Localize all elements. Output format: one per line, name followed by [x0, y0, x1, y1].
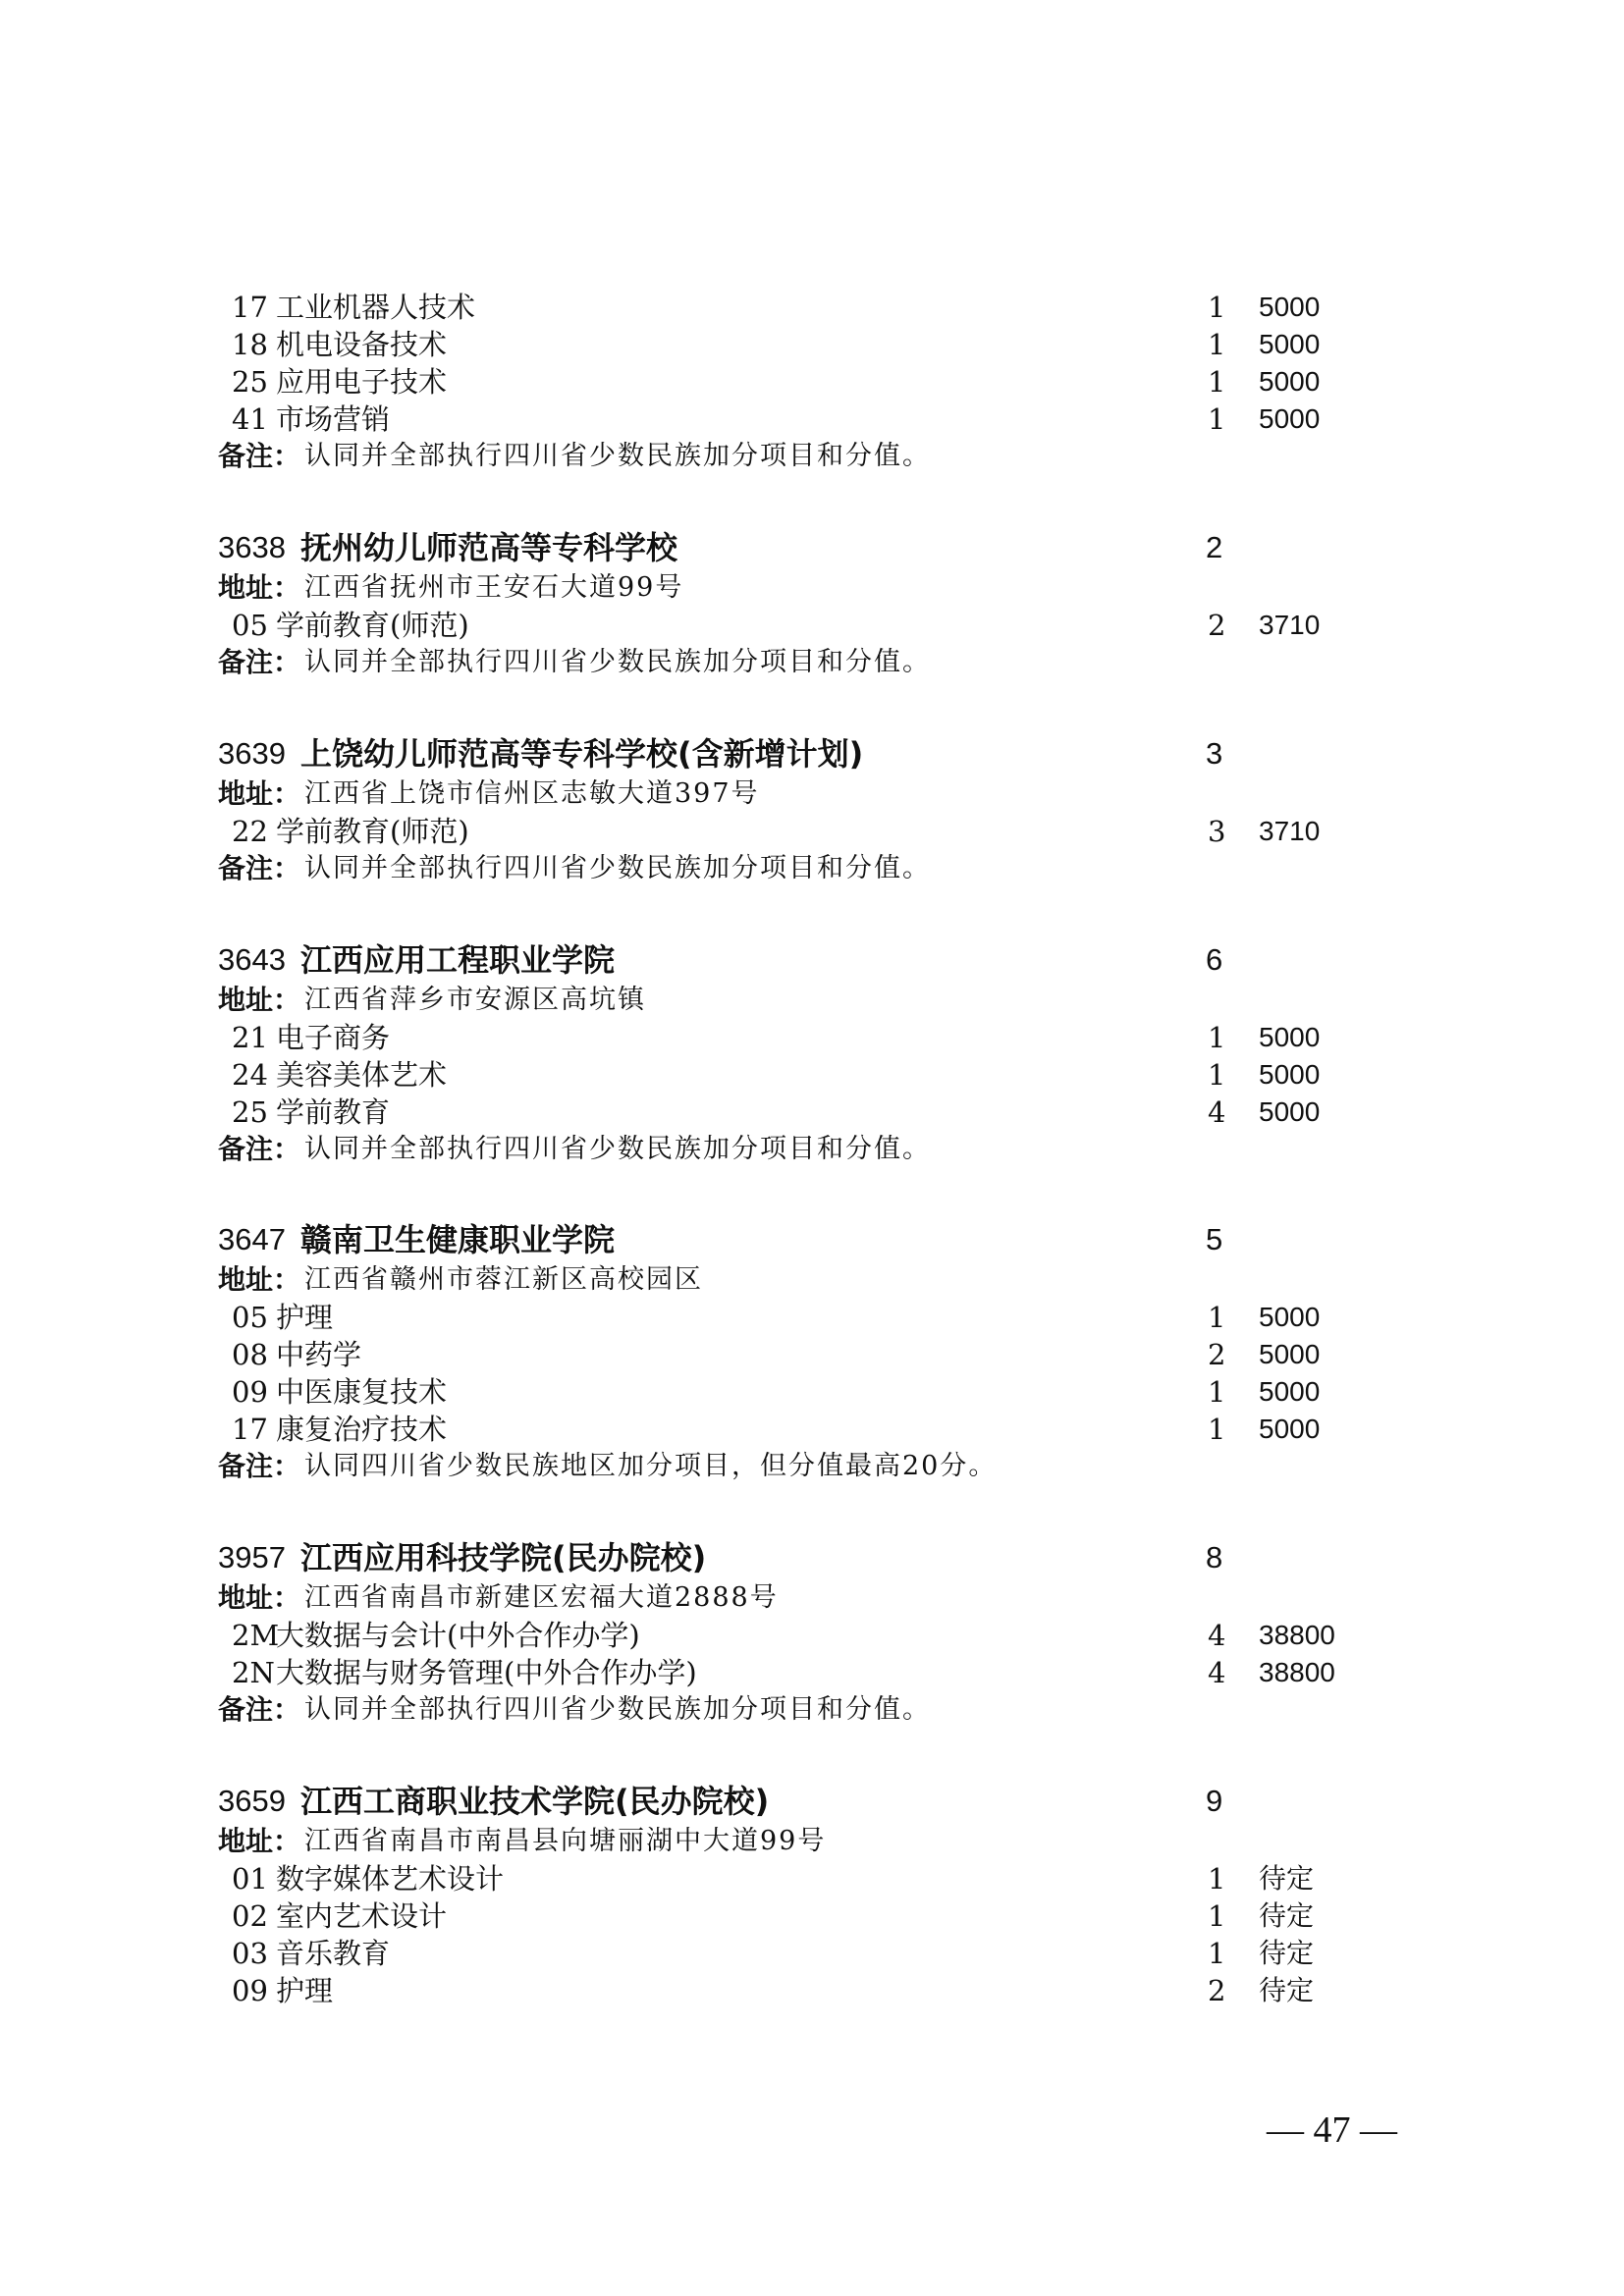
note-label: 备注： — [218, 440, 301, 472]
major-count: 3 — [1208, 815, 1226, 848]
school-name: 江西工商职业技术学院(民办院校) — [300, 1783, 770, 1820]
major-row — [0, 363, 1624, 400]
major-row — [0, 1411, 1624, 1448]
major-name: 美容美体艺术 — [276, 1058, 448, 1092]
note-text: 认同并全部执行四川省少数民族加分项目和分值。 — [304, 647, 931, 677]
address-row — [0, 1823, 1624, 1860]
major-count: 1 — [1208, 1899, 1226, 1933]
major-fee: 5000 — [1259, 1022, 1321, 1052]
major-code: 2N — [232, 1656, 275, 1689]
major-code: 17 — [232, 291, 268, 324]
address-text: 江西省赣州市蓉江新区高校园区 — [304, 1264, 703, 1295]
major-row — [0, 289, 1624, 326]
major-fee: 5000 — [1259, 1302, 1321, 1332]
major-row — [0, 1299, 1624, 1336]
major-count: 1 — [1208, 402, 1226, 436]
major-row — [0, 1373, 1624, 1411]
school-total: 2 — [1206, 530, 1223, 564]
school-total: 5 — [1206, 1222, 1223, 1256]
major-name: 大数据与财务管理(中外合作办学) — [276, 1656, 697, 1689]
note-row — [0, 850, 1624, 887]
note-row — [0, 438, 1624, 475]
note-label: 备注： — [218, 852, 301, 884]
major-name: 护理 — [276, 1974, 334, 2007]
major-row — [0, 1654, 1624, 1691]
school-total: 6 — [1206, 942, 1223, 977]
address-text: 江西省上饶市信州区志敏大道397号 — [304, 778, 760, 809]
address-text: 江西省抚州市王安石大道99号 — [304, 572, 684, 603]
major-code: 05 — [232, 1301, 268, 1334]
major-fee: 38800 — [1259, 1657, 1335, 1687]
page-number: — 47 — — [1267, 2109, 1397, 2151]
note-label: 备注： — [218, 646, 301, 678]
note-row — [0, 1691, 1624, 1729]
school-name: 上饶幼儿师范高等专科学校(含新增计划) — [300, 735, 864, 773]
major-name: 中药学 — [276, 1338, 362, 1371]
address-row — [0, 569, 1624, 607]
address-row — [0, 1261, 1624, 1299]
major-row — [0, 1019, 1624, 1056]
major-code: 08 — [232, 1338, 268, 1371]
note-text: 认同并全部执行四川省少数民族加分项目和分值。 — [304, 1694, 931, 1725]
major-row — [0, 1094, 1624, 1131]
major-fee: 3710 — [1259, 816, 1321, 846]
address-text: 江西省萍乡市安源区高坑镇 — [304, 985, 646, 1015]
school-code: 3957 — [218, 1540, 286, 1575]
major-code: 25 — [232, 1095, 268, 1129]
major-code: 2M — [232, 1619, 280, 1652]
major-count: 1 — [1208, 1937, 1226, 1970]
major-count: 1 — [1208, 365, 1226, 399]
major-fee: 待定 — [1259, 1900, 1315, 1931]
major-code: 05 — [232, 609, 268, 642]
school-code: 3638 — [218, 530, 286, 564]
school-total: 3 — [1206, 736, 1223, 771]
major-row — [0, 1617, 1624, 1654]
major-name: 康复治疗技术 — [276, 1413, 448, 1446]
address-label: 地址： — [218, 1825, 301, 1857]
major-name: 市场营销 — [276, 402, 391, 436]
major-count: 1 — [1208, 1301, 1226, 1334]
major-code: 25 — [232, 365, 268, 399]
major-row — [0, 1972, 1624, 2009]
address-row — [0, 775, 1624, 813]
major-count: 1 — [1208, 291, 1226, 324]
major-row — [0, 1336, 1624, 1373]
major-fee: 待定 — [1259, 1975, 1315, 2005]
major-name: 机电设备技术 — [276, 328, 448, 361]
major-count: 4 — [1208, 1095, 1226, 1129]
note-text: 认同并全部执行四川省少数民族加分项目和分值。 — [304, 441, 931, 471]
major-name: 大数据与会计(中外合作办学) — [276, 1619, 640, 1652]
major-fee: 待定 — [1259, 1863, 1315, 1894]
major-name: 学前教育(师范) — [276, 609, 469, 642]
major-count: 1 — [1208, 1021, 1226, 1054]
major-fee: 5000 — [1259, 329, 1321, 359]
note-text: 认同并全部执行四川省少数民族加分项目和分值。 — [304, 1134, 931, 1164]
school-total: 8 — [1206, 1540, 1223, 1575]
major-count: 2 — [1208, 1338, 1226, 1371]
major-fee: 5000 — [1259, 366, 1321, 397]
school-total: 9 — [1206, 1784, 1223, 1818]
school-header — [0, 941, 1624, 979]
major-name: 中医康复技术 — [276, 1375, 448, 1409]
major-name: 音乐教育 — [276, 1937, 391, 1970]
school-code: 3639 — [218, 736, 286, 771]
major-code: 22 — [232, 815, 268, 848]
major-code: 03 — [232, 1937, 268, 1970]
major-count: 4 — [1208, 1656, 1226, 1689]
major-code: 09 — [232, 1974, 268, 2007]
major-count: 1 — [1208, 1862, 1226, 1896]
major-code: 17 — [232, 1413, 268, 1446]
school-header — [0, 1221, 1624, 1258]
address-label: 地址： — [218, 571, 301, 604]
school-header — [0, 1783, 1624, 1820]
address-row — [0, 982, 1624, 1019]
major-name: 学前教育(师范) — [276, 815, 469, 848]
school-header — [0, 1539, 1624, 1576]
major-row — [0, 1935, 1624, 1972]
school-header — [0, 529, 1624, 566]
address-label: 地址： — [218, 777, 301, 810]
major-fee: 3710 — [1259, 610, 1321, 640]
major-count: 1 — [1208, 1058, 1226, 1092]
major-fee: 5000 — [1259, 1414, 1321, 1444]
major-row — [0, 607, 1624, 644]
note-row — [0, 1131, 1624, 1168]
major-count: 1 — [1208, 1413, 1226, 1446]
major-count: 1 — [1208, 328, 1226, 361]
address-label: 地址： — [218, 1263, 301, 1296]
major-code: 41 — [232, 402, 268, 436]
major-count: 1 — [1208, 1375, 1226, 1409]
major-row — [0, 1056, 1624, 1094]
note-row — [0, 1448, 1624, 1485]
school-header — [0, 735, 1624, 773]
major-fee: 5000 — [1259, 1096, 1321, 1127]
note-row — [0, 644, 1624, 681]
school-name: 赣南卫生健康职业学院 — [300, 1221, 616, 1258]
note-text: 认同并全部执行四川省少数民族加分项目和分值。 — [304, 853, 931, 883]
note-label: 备注： — [218, 1450, 301, 1482]
school-code: 3647 — [218, 1222, 286, 1256]
major-fee: 38800 — [1259, 1620, 1335, 1650]
major-name: 电子商务 — [276, 1021, 391, 1054]
major-fee: 5000 — [1259, 403, 1321, 434]
school-code: 3643 — [218, 942, 286, 977]
major-fee: 5000 — [1259, 292, 1321, 322]
major-fee: 5000 — [1259, 1339, 1321, 1369]
major-count: 2 — [1208, 1974, 1226, 2007]
school-code: 3659 — [218, 1784, 286, 1818]
note-label: 备注： — [218, 1133, 301, 1165]
major-code: 09 — [232, 1375, 268, 1409]
major-name: 室内艺术设计 — [276, 1899, 448, 1933]
major-name: 工业机器人技术 — [276, 291, 476, 324]
major-row — [0, 1897, 1624, 1935]
major-row — [0, 1860, 1624, 1897]
major-count: 2 — [1208, 609, 1226, 642]
major-code: 24 — [232, 1058, 268, 1092]
major-code: 02 — [232, 1899, 268, 1933]
address-row — [0, 1579, 1624, 1617]
major-name: 学前教育 — [276, 1095, 391, 1129]
note-label: 备注： — [218, 1693, 301, 1726]
note-text: 认同四川省少数民族地区加分项目，但分值最高20分。 — [304, 1451, 998, 1481]
major-row — [0, 813, 1624, 850]
address-text: 江西省南昌市新建区宏福大道2888号 — [304, 1582, 779, 1613]
school-name: 抚州幼儿师范高等专科学校 — [300, 529, 678, 566]
school-name: 江西应用工程职业学院 — [300, 941, 616, 979]
major-name: 护理 — [276, 1301, 334, 1334]
major-row — [0, 326, 1624, 363]
major-code: 21 — [232, 1021, 268, 1054]
major-fee: 5000 — [1259, 1376, 1321, 1407]
address-text: 江西省南昌市南昌县向塘丽湖中大道99号 — [304, 1826, 827, 1856]
major-code: 18 — [232, 328, 268, 361]
major-code: 01 — [232, 1862, 268, 1896]
major-name: 应用电子技术 — [276, 365, 448, 399]
major-name: 数字媒体艺术设计 — [276, 1862, 505, 1896]
address-label: 地址： — [218, 1581, 301, 1614]
address-label: 地址： — [218, 984, 301, 1016]
major-fee: 5000 — [1259, 1059, 1321, 1090]
major-row — [0, 400, 1624, 438]
major-fee: 待定 — [1259, 1938, 1315, 1968]
school-name: 江西应用科技学院(民办院校) — [300, 1539, 707, 1576]
major-count: 4 — [1208, 1619, 1226, 1652]
